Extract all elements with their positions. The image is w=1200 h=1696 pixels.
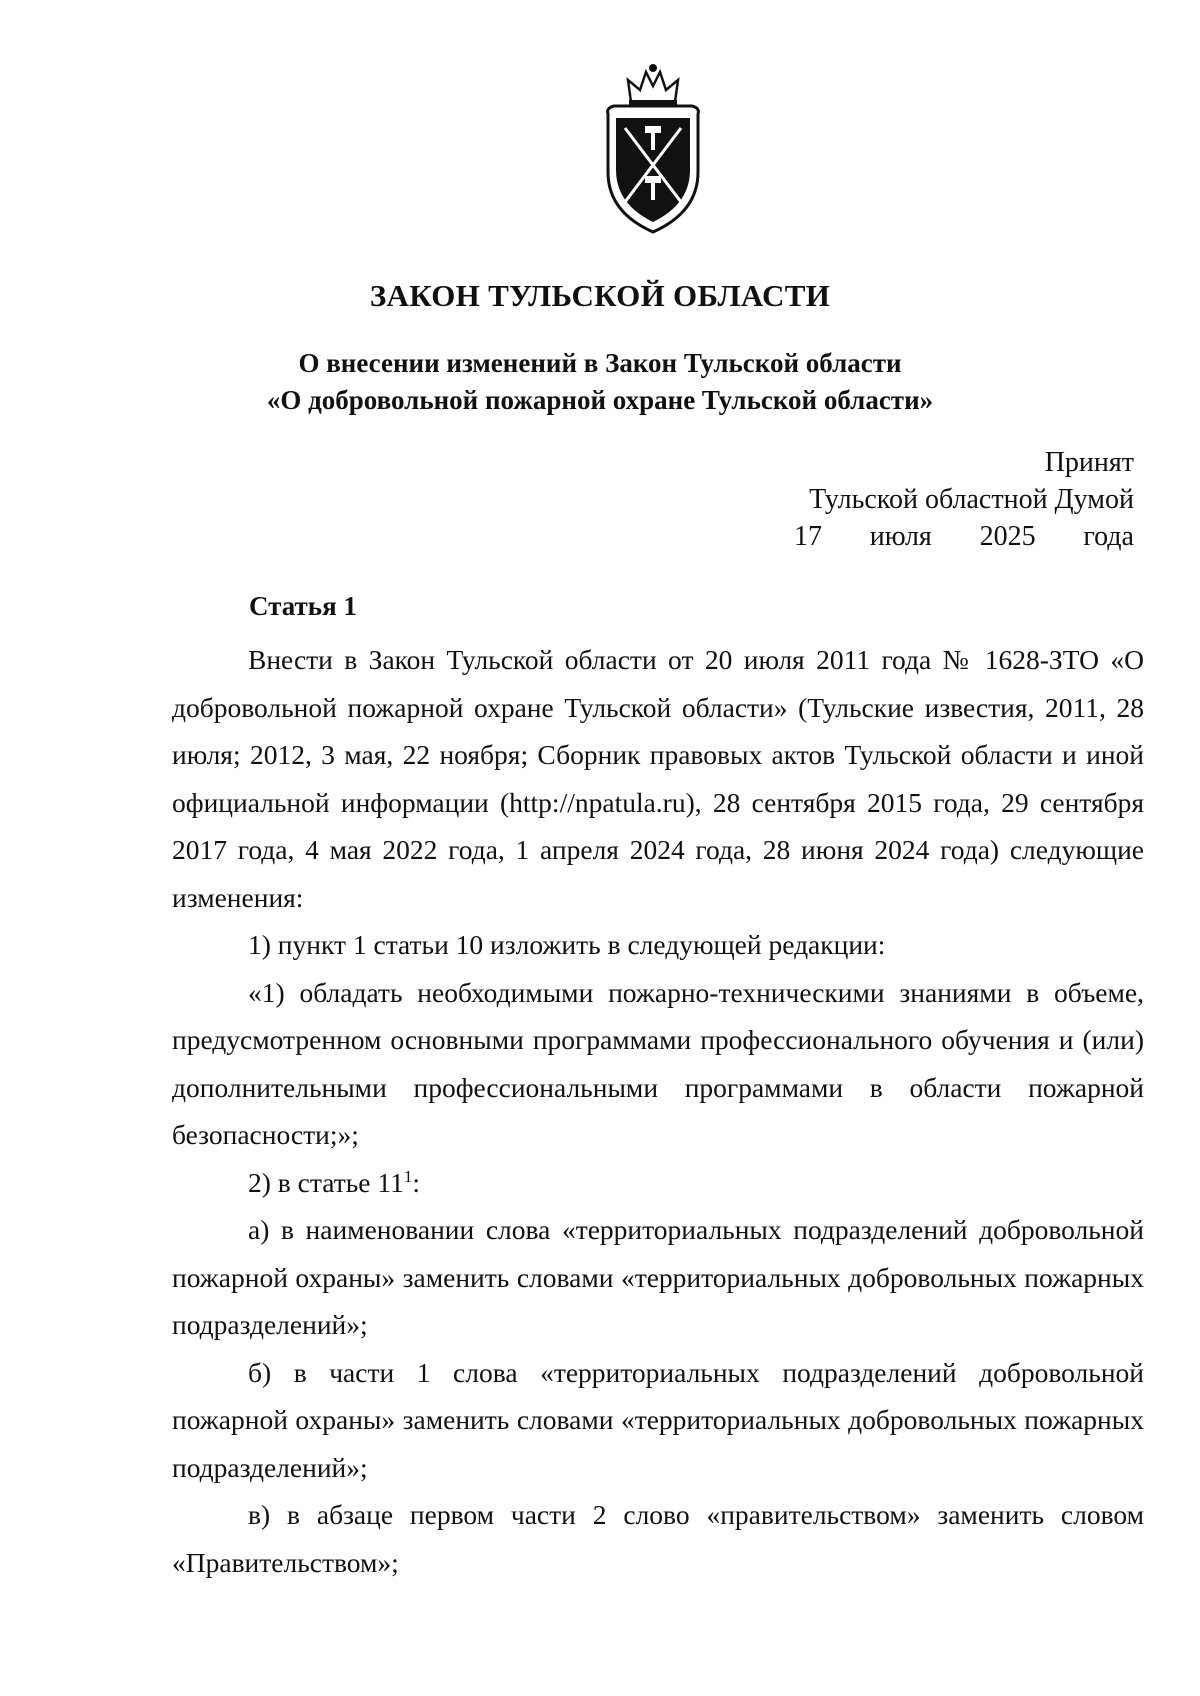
adopted-by: Тульской областной Думой: [809, 484, 1134, 515]
paragraph-text: 2) в статье 11: [248, 1166, 404, 1198]
paragraph: б) в части 1 слова «территориальных подразделений добровольной пожарной охраны» заменить словами «территориальных добровольных пожарных подразделений»;: [172, 1356, 1144, 1483]
paragraph: [172, 1159, 1144, 1207]
adoption-year-word: года: [1083, 521, 1134, 552]
paragraph-text: :: [412, 1166, 420, 1198]
subtitle-line: «О добровольной пожарной охране Тульской области»: [266, 385, 934, 415]
paragraph: в) в абзаце первом части 2 слово «правительством» заменить словом «Правительством»;: [172, 1499, 1144, 1578]
article-body: [172, 636, 1144, 1586]
paragraph: «1) обладать необходимыми пожарно-техническими знаниями в объеме, предусмотренном основными программами профессионального обучения и (или) дополнительными профессиональными программами в области пожарной безопасности;»;: [172, 976, 1144, 1150]
adoption-month: июля: [869, 521, 932, 552]
paragraph: Внести в Закон Тульской области от 20 июля 2011 года № 1628-ЗТО «О добровольной пожарной охране Тульской области» (Тульские известия, 2011, 28 июля; 2012, 3 мая, 22 ноября; Сборник правовых актов Тульской области и иной официальной информации (http://npatula.ru), 28 сентября 2015 года, 29 сентября 2017 года, 4 мая 2022 года, 1 апреля 2024 года, 28 июня 2024 года) следующие изменения:: [172, 644, 1144, 913]
adoption-day: 17: [794, 521, 822, 552]
subtitle-line: О внесении изменений в Закон Тульской области: [298, 348, 902, 378]
adoption-year: 2025: [979, 521, 1036, 552]
tula-region-coat-of-arms-icon: [598, 62, 708, 237]
law-subtitle: [0, 345, 1200, 419]
superscript: 1: [403, 1166, 413, 1186]
adoption-date: [794, 518, 1134, 555]
paragraph: а) в наименовании слова «территориальных подразделений добровольной пожарной охраны» заменить словами «территориальных добровольных пожарных подразделений»;: [172, 1214, 1144, 1340]
article-heading: Статья 1: [249, 591, 357, 621]
adopted-label: Принят: [1044, 447, 1134, 478]
law-title: ЗАКОН ТУЛЬСКОЙ ОБЛАСТИ: [369, 278, 831, 313]
paragraph: 1) пункт 1 статьи 10 изложить в следующей редакции:: [248, 929, 886, 960]
adoption-block: [794, 444, 1134, 555]
